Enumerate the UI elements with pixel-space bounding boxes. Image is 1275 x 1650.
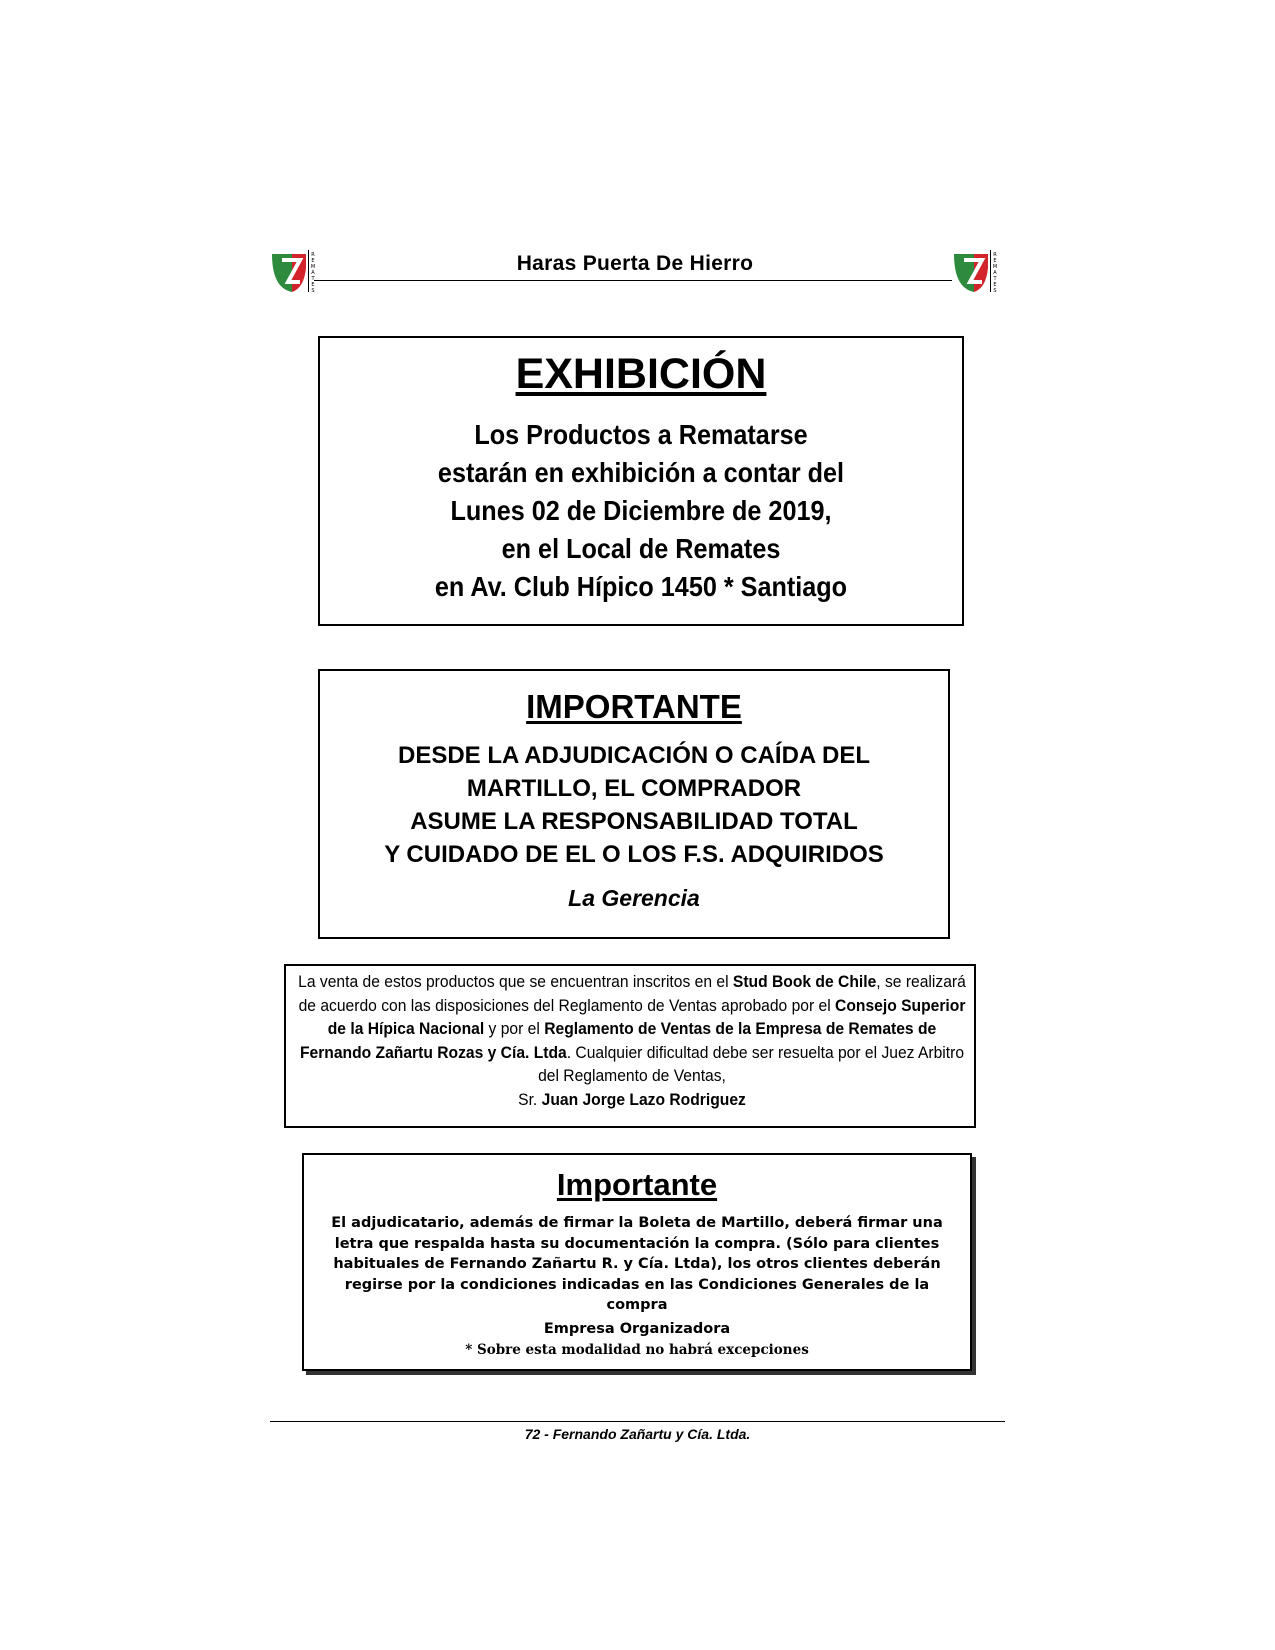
importante-conditions-note: * Sobre esta modalidad no habrá excepciones (465, 1341, 809, 1358)
logo-letter: S (311, 288, 315, 294)
exhibicion-title: EXHIBICIÓN (515, 350, 767, 398)
logo-letter: E (311, 258, 315, 264)
importante-conditions-title: Importante (556, 1167, 718, 1202)
exhibicion-line: estarán en exhibición a contar del (437, 457, 845, 488)
importante-line: DESDE LA ADJUDICACIÓN O CAÍDA DEL (397, 742, 871, 769)
logo-letter: E (993, 282, 997, 288)
studbook-text: . Cualquier dificultad debe ser resuelta por el Juez Arbitro del Reglamento de Ventas, (538, 1042, 965, 1085)
exhibicion-line: Los Productos a Rematarse (474, 419, 808, 450)
footer-divider (270, 1421, 1005, 1422)
importante-conditions-org: Empresa Organizadora (543, 1320, 731, 1337)
exhibicion-line: Lunes 02 de Diciembre de 2019, (450, 495, 832, 526)
logo-letter: R (311, 252, 315, 258)
exhibicion-box (318, 336, 964, 626)
footer-text: 72 - Fernando Zañartu y Cía. Ltda. (524, 1426, 751, 1442)
importante-line: Y CUIDADO DE EL O LOS F.S. ADQUIRIDOS (384, 841, 884, 868)
studbook-text: Sr. (518, 1089, 542, 1109)
logo-letter: A (311, 270, 315, 276)
studbook-bold: Reglamento de Ventas de la Empresa de Remates de Fernando Zañartu Rozas y Cía. Ltda (299, 1019, 937, 1062)
header-divider (314, 280, 952, 281)
page-header (270, 248, 1000, 296)
header-title: Haras Puerta De Hierro (516, 252, 754, 275)
importante-title: IMPORTANTE (526, 688, 742, 725)
exhibicion-line: en el Local de Remates (501, 533, 781, 564)
importante-body (320, 739, 948, 871)
logo-letter: T (993, 276, 997, 282)
logo-letter: M (992, 264, 998, 270)
logo-letter: A (993, 270, 997, 276)
studbook-paragraph (292, 970, 973, 1111)
logo-letter: R (993, 252, 997, 258)
logo-letter: E (993, 258, 997, 264)
logo-letter: E (311, 282, 315, 288)
studbook-bold: Consejo Superior de la Hípica Nacional (327, 995, 966, 1038)
studbook-text: , se realizará de acuerdo con las disposiciones del Reglamento de Ventas aprobado por el (298, 972, 966, 1015)
importante-notice-box (318, 669, 950, 939)
studbook-text: y por el (484, 1019, 545, 1038)
exhibicion-line: en Av. Club Hípico 1450 * Santiago (434, 571, 848, 602)
exhibicion-body (352, 416, 930, 606)
importante-line: ASUME LA RESPONSABILIDAD TOTAL (410, 808, 858, 835)
studbook-bold: Stud Book de Chile (732, 972, 877, 991)
importante-conditions-box (302, 1153, 972, 1371)
importante-signature: La Gerencia (568, 885, 700, 911)
studbook-text: La venta de estos productos que se encuentran inscritos en el (298, 972, 733, 991)
remates-logo-icon (952, 248, 1000, 294)
studbook-bold: Juan Jorge Lazo Rodriguez (541, 1089, 746, 1109)
logo-letter: S (993, 288, 997, 294)
logo-letter: T (311, 276, 315, 282)
importante-conditions-body: El adjudicatario, además de firmar la Boleta de Martillo, deberá firmar una letra que respalda hasta su documentación la compra. (Sólo para clientes habituales de Fernando Zañartu R. y Cía. Ltda), los otros clientes deberán regirse por la condiciones indicadas en las Condiciones Generales de la compra (331, 1215, 943, 1313)
importante-line: MARTILLO, EL COMPRADOR (466, 775, 802, 802)
studbook-box (284, 964, 976, 1128)
logo-letter: M (310, 264, 316, 270)
